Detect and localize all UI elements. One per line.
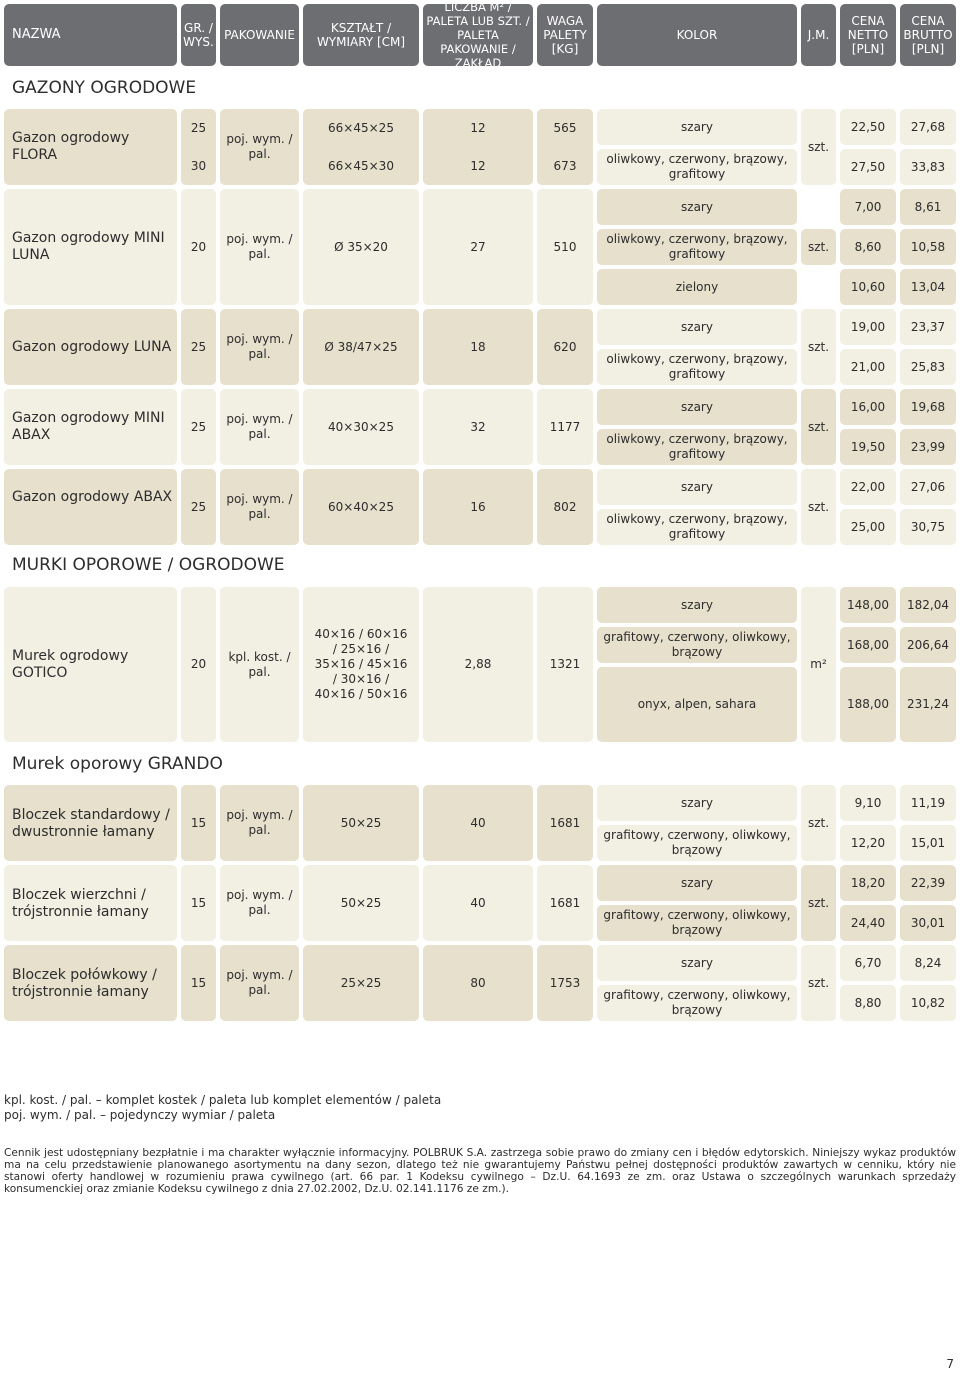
legend-item: kpl. kost. / pal. – komplet kostek / paleta lub komplet elementów / paleta bbox=[4, 1093, 442, 1107]
color-cell: szary bbox=[597, 587, 797, 623]
gross-price: 27,06 bbox=[900, 469, 956, 505]
unit: szt. bbox=[801, 229, 836, 265]
gross-price: 182,04 bbox=[900, 587, 956, 623]
weight: 1753 bbox=[537, 945, 593, 1021]
thickness-value: 30 bbox=[190, 158, 207, 173]
header-count: LICZBA M² / PALETA LUB SZT. / PALETA PAKOWANIE / ZAKŁAD bbox=[423, 4, 533, 66]
header-net-price: CENA NETTO [PLN] bbox=[840, 4, 896, 66]
dimensions: 40×30×25 bbox=[303, 389, 419, 465]
packaging: poj. wym. / pal. bbox=[220, 309, 299, 385]
weight: 510 bbox=[537, 189, 593, 305]
count-value: 12 bbox=[470, 158, 486, 173]
count: 40 bbox=[423, 785, 533, 861]
product-name: Gazon ogrodowy MINI ABAX bbox=[4, 389, 177, 465]
color-cell: szary bbox=[597, 469, 797, 505]
color-cell: grafitowy, czerwony, oliwkowy, brązowy bbox=[597, 905, 797, 941]
gross-price: 30,75 bbox=[900, 509, 956, 545]
color-cell: grafitowy, czerwony, oliwkowy, brązowy bbox=[597, 985, 797, 1021]
packaging: poj. wym. / pal. bbox=[220, 469, 299, 545]
unit: szt. bbox=[801, 309, 836, 385]
gross-price: 206,64 bbox=[900, 627, 956, 663]
product-name: Gazon ogrodowy LUNA bbox=[4, 309, 177, 385]
dimension-value: 66×45×25 bbox=[328, 120, 394, 135]
unit: szt. bbox=[801, 469, 836, 545]
color-cell: szary bbox=[597, 389, 797, 425]
unit: szt. bbox=[801, 785, 836, 861]
count: 40 bbox=[423, 865, 533, 941]
color-cell: oliwkowy, czerwony, brązowy, grafitowy bbox=[597, 149, 797, 185]
header-name: NAZWA bbox=[4, 4, 177, 66]
net-price: 18,20 bbox=[840, 865, 896, 901]
gross-price: 10,58 bbox=[900, 229, 956, 265]
gross-price: 8,24 bbox=[900, 945, 956, 981]
count: 18 bbox=[423, 309, 533, 385]
weight: 620 bbox=[537, 309, 593, 385]
weight: 1681 bbox=[537, 865, 593, 941]
thickness-value: 25 bbox=[190, 120, 207, 135]
net-price: 22,50 bbox=[840, 109, 896, 145]
gross-price: 30,01 bbox=[900, 905, 956, 941]
color-cell: szary bbox=[597, 109, 797, 145]
color-cell: szary bbox=[597, 785, 797, 821]
net-price: 8,80 bbox=[840, 985, 896, 1021]
gross-price: 11,19 bbox=[900, 785, 956, 821]
packaging: poj. wym. / pal. bbox=[220, 109, 299, 185]
dimensions: 50×25 bbox=[303, 785, 419, 861]
weight-value: 565 bbox=[553, 120, 577, 135]
dimensions: 25×25 bbox=[303, 945, 419, 1021]
unit: szt. bbox=[801, 945, 836, 1021]
color-cell: oliwkowy, czerwony, brązowy, grafitowy bbox=[597, 229, 797, 265]
weight: 1321 bbox=[537, 587, 593, 742]
color-cell: szary bbox=[597, 945, 797, 981]
section-title: Murek oporowy GRANDO bbox=[12, 754, 223, 774]
weight-value: 673 bbox=[553, 158, 577, 173]
net-price: 9,10 bbox=[840, 785, 896, 821]
gross-price: 27,68 bbox=[900, 109, 956, 145]
count: 32 bbox=[423, 389, 533, 465]
net-price: 188,00 bbox=[840, 667, 896, 742]
product-name: Bloczek standardowy / dwustronnie łamany bbox=[4, 785, 177, 861]
net-price: 168,00 bbox=[840, 627, 896, 663]
net-price: 6,70 bbox=[840, 945, 896, 981]
thickness: 25 bbox=[181, 469, 216, 545]
packaging: poj. wym. / pal. bbox=[220, 785, 299, 861]
color-cell: oliwkowy, czerwony, brązowy, grafitowy bbox=[597, 509, 797, 545]
dimensions: Ø 38/47×25 bbox=[303, 309, 419, 385]
section-title: MURKI OPOROWE / OGRODOWE bbox=[12, 555, 285, 575]
color-cell: grafitowy, czerwony, oliwkowy, brązowy bbox=[597, 825, 797, 861]
header-color: KOLOR bbox=[597, 4, 797, 66]
color-cell: szary bbox=[597, 865, 797, 901]
gross-price: 19,68 bbox=[900, 389, 956, 425]
color-cell: onyx, alpen, sahara bbox=[597, 667, 797, 742]
header-shape: KSZTAŁT / WYMIARY [CM] bbox=[303, 4, 419, 66]
gross-price: 15,01 bbox=[900, 825, 956, 861]
legend-item: poj. wym. / pal. – pojedynczy wymiar / paleta bbox=[4, 1108, 276, 1122]
color-cell: szary bbox=[597, 309, 797, 345]
header-unit: J.M. bbox=[801, 4, 836, 66]
gross-price: 13,04 bbox=[900, 269, 956, 305]
gross-price: 22,39 bbox=[900, 865, 956, 901]
thickness: 25 bbox=[181, 389, 216, 465]
count-value: 12 bbox=[470, 120, 486, 135]
net-price: 19,50 bbox=[840, 429, 896, 465]
dimensions: 40×16 / 60×16 / 25×16 / 35×16 / 45×16 / 30×16 / 40×16 / 50×16 bbox=[303, 587, 419, 742]
color-cell: zielony bbox=[597, 269, 797, 305]
header-packaging: PAKOWANIE bbox=[220, 4, 299, 66]
net-price: 24,40 bbox=[840, 905, 896, 941]
net-price: 12,20 bbox=[840, 825, 896, 861]
thickness: 15 bbox=[181, 945, 216, 1021]
section-title: GAZONY OGRODOWE bbox=[12, 78, 197, 98]
unit: m² bbox=[801, 587, 836, 742]
net-price: 21,00 bbox=[840, 349, 896, 385]
net-price: 19,00 bbox=[840, 309, 896, 345]
dimensions: Ø 35×20 bbox=[303, 189, 419, 305]
count: 27 bbox=[423, 189, 533, 305]
gross-price: 25,83 bbox=[900, 349, 956, 385]
gross-price: 10,82 bbox=[900, 985, 956, 1021]
page-number: 7 bbox=[946, 1357, 954, 1371]
packaging: kpl. kost. / pal. bbox=[220, 587, 299, 742]
dimensions: 60×40×25 bbox=[303, 469, 419, 545]
net-price: 7,00 bbox=[840, 189, 896, 225]
unit: szt. bbox=[801, 109, 836, 185]
color-cell: oliwkowy, czerwony, brązowy, grafitowy bbox=[597, 349, 797, 385]
packaging: poj. wym. / pal. bbox=[220, 389, 299, 465]
gross-price: 33,83 bbox=[900, 149, 956, 185]
gross-price: 23,99 bbox=[900, 429, 956, 465]
weight: 1681 bbox=[537, 785, 593, 861]
packaging: poj. wym. / pal. bbox=[220, 189, 299, 305]
product-name: Bloczek wierzchni / trójstronnie łamany bbox=[4, 865, 177, 941]
color-cell: szary bbox=[597, 189, 797, 225]
product-name: Murek ogrodowy GOTICO bbox=[4, 587, 177, 742]
thickness bbox=[181, 109, 216, 185]
net-price: 25,00 bbox=[840, 509, 896, 545]
disclaimer: Cennik jest udostępniany bezpłatnie i ma charakter wyłącznie informacyjny. POLBRUK S.A. zastrzega sobie prawo do zmiany cen i błędów edytorskich. Niniejszy wykaz produktów ma na celu przedstawienie planowanego asortymentu na dany sezon, dlatego też nie gwarantujemy Państwu pełnej dostępności produktów zawartych w cenniku, który nie stanowi oferty handlowej w rozumieniu prawa cywilnego (art. 66 par. 1 Kodeksu cywilnego – Dz.U. 64.1693 ze zm. oraz Ustawa o szczególnych warunkach sprzedaży konsumenckiej oraz zmianie Kodeksu cywilnego z dnia 27.02.2002, Dz.U. 02.141.1176 ze zm.). bbox=[4, 1147, 956, 1195]
product-name: Gazon ogrodowy MINI LUNA bbox=[4, 189, 177, 305]
dimensions: 50×25 bbox=[303, 865, 419, 941]
product-name: Gazon ogrodowy FLORA bbox=[4, 109, 177, 185]
gross-price: 231,24 bbox=[900, 667, 956, 742]
header-thickness: GR. / WYS. bbox=[181, 4, 216, 66]
dimensions bbox=[303, 109, 419, 185]
unit: szt. bbox=[801, 389, 836, 465]
count bbox=[423, 109, 533, 185]
header-gross-price: CENA BRUTTO [PLN] bbox=[900, 4, 956, 66]
net-price: 148,00 bbox=[840, 587, 896, 623]
dimension-value: 66×45×30 bbox=[328, 158, 394, 173]
color-cell: oliwkowy, czerwony, brązowy, grafitowy bbox=[597, 429, 797, 465]
weight: 1177 bbox=[537, 389, 593, 465]
count: 2,88 bbox=[423, 587, 533, 742]
net-price: 22,00 bbox=[840, 469, 896, 505]
count: 80 bbox=[423, 945, 533, 1021]
count: 16 bbox=[423, 469, 533, 545]
gross-price: 23,37 bbox=[900, 309, 956, 345]
net-price: 27,50 bbox=[840, 149, 896, 185]
thickness: 15 bbox=[181, 865, 216, 941]
unit: szt. bbox=[801, 865, 836, 941]
thickness: 15 bbox=[181, 785, 216, 861]
thickness: 20 bbox=[181, 587, 216, 742]
product-name: Gazon ogrodowy ABAX bbox=[4, 469, 177, 545]
packaging: poj. wym. / pal. bbox=[220, 945, 299, 1021]
packaging: poj. wym. / pal. bbox=[220, 865, 299, 941]
gross-price: 8,61 bbox=[900, 189, 956, 225]
color-cell: grafitowy, czerwony, oliwkowy, brązowy bbox=[597, 627, 797, 663]
thickness: 20 bbox=[181, 189, 216, 305]
product-name: Bloczek połówkowy / trójstronnie łamany bbox=[4, 945, 177, 1021]
thickness: 25 bbox=[181, 309, 216, 385]
weight: 802 bbox=[537, 469, 593, 545]
net-price: 8,60 bbox=[840, 229, 896, 265]
weight bbox=[537, 109, 593, 185]
net-price: 16,00 bbox=[840, 389, 896, 425]
header-weight: WAGA PALETY [KG] bbox=[537, 4, 593, 66]
net-price: 10,60 bbox=[840, 269, 896, 305]
